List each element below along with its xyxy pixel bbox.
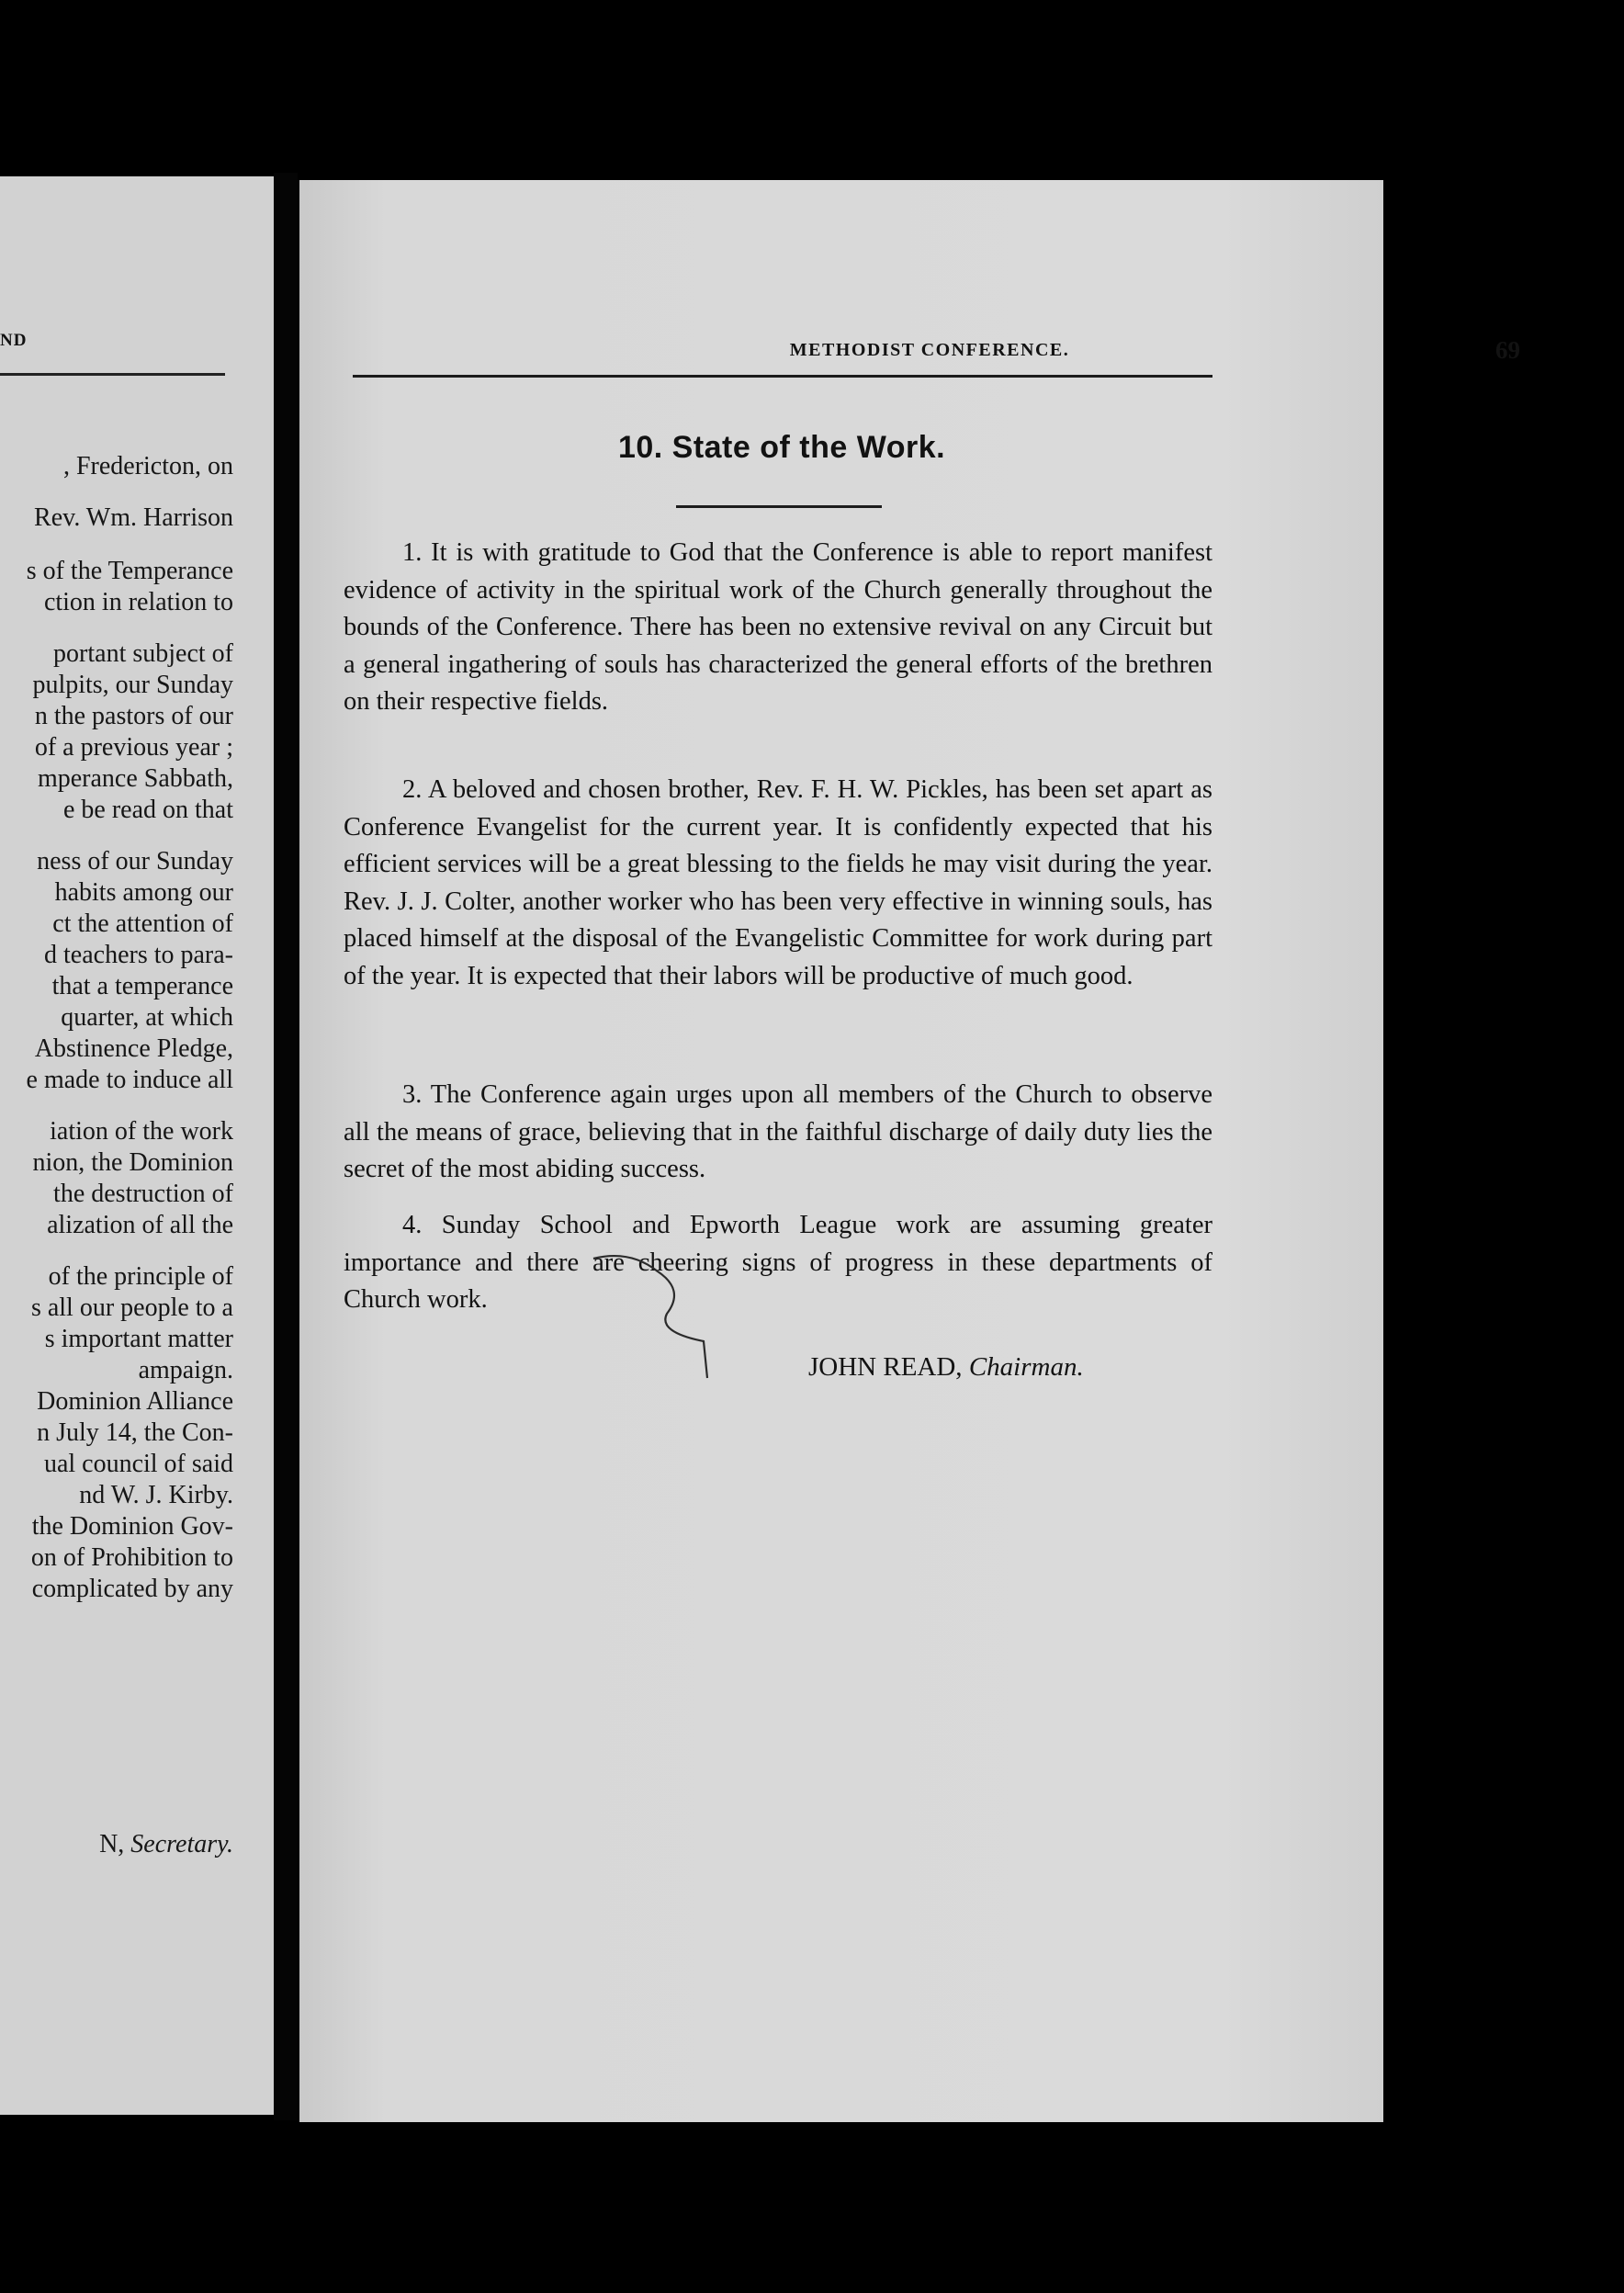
previous-page-line: n July 14, the Con-	[37, 1418, 233, 1447]
previous-page-line: s of the Temperance	[26, 557, 233, 585]
previous-page-running-head: ND	[0, 331, 28, 350]
previous-page-line: iation of the work	[50, 1117, 233, 1146]
previous-page-line: nion, the Dominion	[32, 1148, 233, 1177]
paragraph-3: 3. The Conference again urges upon all members of the Church to observe all the means of grace, believing that in the faithful discharge of daily duty lies the secret of the most abiding success.	[344, 1080, 1212, 1183]
previous-page-line: n the pastors of our	[34, 702, 233, 730]
previous-page-line: s important matter	[44, 1325, 233, 1353]
previous-page-line: quarter, at which	[61, 1003, 233, 1032]
signature-role: Chairman.	[968, 1352, 1084, 1382]
section-title-rule	[676, 505, 882, 508]
paragraph-2: 2. A beloved and chosen brother, Rev. F. H. W. Pickles, has been set apart as Conference Evangelist for the current year. It is confidently expected that his efficient services will be a great blessing to the fields he may visit during the year. Rev. J. J. Colter, another worker who has been very effective in winning souls, has placed himself at the disposal of the Evangelistic Committee for work during part of the year. It is expected that their labors will be productive of much good.	[344, 775, 1212, 990]
previous-page-line: ual council of said	[43, 1450, 233, 1478]
previous-page-line: complicated by any	[31, 1575, 233, 1603]
paragraph-1: 1. It is with gratitude to God that the Conference is able to report manifest evidence of activity in the spiritual work of the Church generally throughout the bounds of the Conference. There has been no extensive revival on any Circuit but a general ingathering of souls has characterized the general efforts of the brethren on their respective fields.	[344, 538, 1212, 716]
previous-page-line: d teachers to para-	[44, 941, 233, 969]
previous-page-line: pulpits, our Sunday	[32, 671, 233, 699]
book-gutter	[274, 173, 298, 2120]
previous-page-line: ction in relation to	[43, 588, 233, 616]
previous-page-line: nd W. J. Kirby.	[79, 1481, 233, 1509]
previous-page-line: the destruction of	[53, 1180, 233, 1208]
previous-page-line: , Fredericton, on	[62, 452, 233, 480]
running-head-title: METHODIST CONFERENCE.	[789, 340, 1070, 360]
previous-page-line: Dominion Alliance	[37, 1387, 233, 1416]
previous-page-signature	[99, 1830, 233, 1859]
previous-page-signature-role: Secretary.	[130, 1830, 233, 1858]
previous-page-line: ness of our Sunday	[37, 847, 233, 875]
previous-page-line: portant subject of	[53, 639, 233, 668]
previous-page-line: habits among our	[54, 878, 233, 907]
signature-name: JOHN READ,	[808, 1352, 963, 1382]
previous-page-line: of a previous year ;	[34, 733, 233, 762]
previous-page-line: e made to induce all	[26, 1066, 233, 1094]
page-69	[299, 180, 1520, 2122]
previous-page-line: that a temperance	[51, 972, 233, 1000]
previous-page-line: ampaign.	[138, 1356, 233, 1384]
previous-page-line: of the principle of	[48, 1262, 233, 1291]
previous-page-line: s all our people to a	[30, 1293, 233, 1322]
previous-page-line: on of Prohibition to	[30, 1543, 233, 1572]
previous-page-line: alization of all the	[47, 1211, 233, 1239]
previous-page-line: Abstinence Pledge,	[34, 1034, 233, 1063]
signature	[808, 1352, 1084, 1383]
previous-page-signature-name: N,	[99, 1830, 125, 1858]
previous-page-line: the Dominion Gov-	[31, 1512, 233, 1541]
page-number: 69	[1495, 336, 1520, 364]
previous-page-head-rule	[0, 373, 225, 376]
previous-page-line: e be read on that	[62, 796, 233, 824]
previous-page	[0, 176, 274, 2115]
previous-page-line: mperance Sabbath,	[37, 764, 233, 793]
previous-page-line: Rev. Wm. Harrison	[34, 503, 233, 532]
previous-page-line: ct the attention of	[52, 909, 233, 938]
paragraph-4: 4. Sunday School and Epworth League work are assuming greater importance and there are cheering signs of progress in these departments of Church work.	[344, 1211, 1212, 1314]
section-title: 10. State of the Work.	[617, 430, 946, 465]
running-head-rule	[353, 375, 1212, 378]
